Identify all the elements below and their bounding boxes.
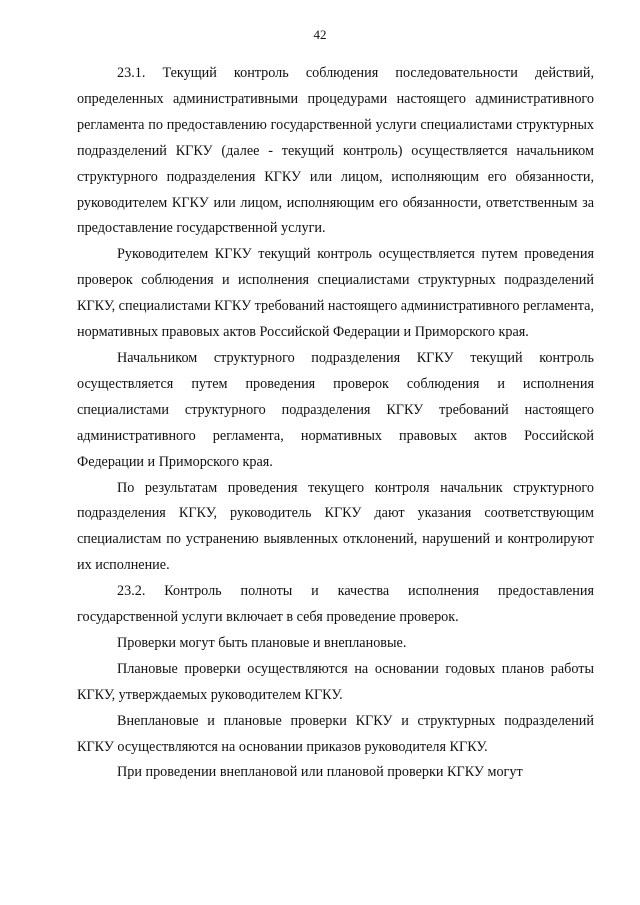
paragraph-division-head-control: Начальником структурного подразделения КГКУ текущий контроль осуществляется путем проведения проверок соблюдения и исполнения специалистами структурного подразделения КГКУ требований настоящего административного регламента, нормативных правовых актов Российской Федерации и Приморского края. [77, 349, 594, 470]
paragraph-planned-inspections: Плановые проверки осуществляются на основании годовых планов работы КГКУ, утверждаемых руководителем КГКУ. [77, 660, 594, 703]
paragraph-inspection-types: Проверки могут быть плановые и внеплановые. [117, 634, 407, 651]
paragraph-control-results: По результатам проведения текущего контроля начальник структурного подразделения КГКУ, руководитель КГКУ дают указания соответствующим специалистам по устранению выявленных отклонений, нарушений и контролируют их исполнение. [77, 479, 594, 574]
paragraph-23-1: 23.1. Текущий контроль соблюдения последовательности действий, определенных административными процедурами настоящего административного регламента по предоставлению государственной услуги специалистами структурных подразделений КГКУ (далее - текущий контроль) осуществляется начальником структурного подразделения КГКУ или лицом, исполняющим его обязанности, руководителем КГКУ или лицом, исполняющим его обязанности, ответственным за предоставление государственной услуги. [77, 65, 594, 237]
paragraph-23-2: 23.2. Контроль полноты и качества исполнения предоставления государственной услуги включает в себя проведение проверок. [77, 583, 594, 626]
paragraph-unplanned-inspections: Внеплановые и плановые проверки КГКУ и структурных подразделений КГКУ осуществляются на основании приказов руководителя КГКУ. [77, 712, 594, 755]
page-number: 42 [313, 27, 327, 42]
paragraph-head-control: Руководителем КГКУ текущий контроль осуществляется путем проведения проверок соблюдения и исполнения специалистами структурных подразделений КГКУ, специалистами КГКУ требований настоящего административного регламента, нормативных правовых актов Российской Федерации и Приморского края. [77, 246, 594, 341]
document-body [77, 61, 594, 786]
paragraph-inspection-conduct: При проведении внеплановой или плановой проверки КГКУ могут [117, 764, 523, 781]
